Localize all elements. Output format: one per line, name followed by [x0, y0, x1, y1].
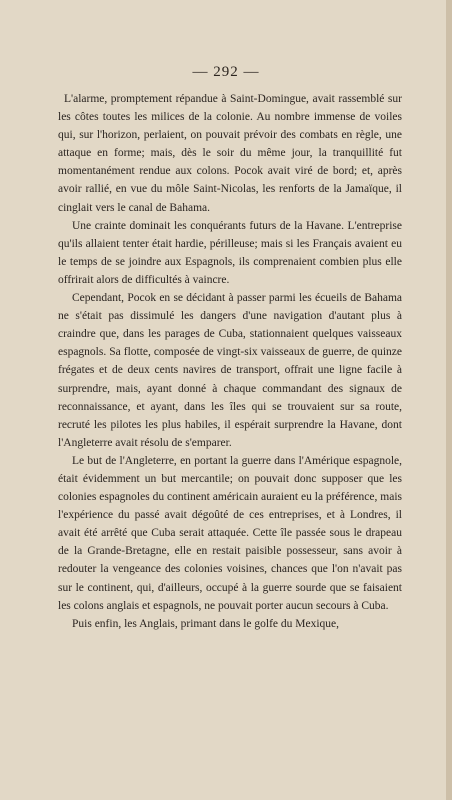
paragraph-3: Cependant, Pocok en se décidant à passer parmi les écueils de Bahama ne s'était pas dissimulé les dangers d'une navigation d'autant plus à craindre que, dans les parages de Cuba, stationnaient quelques vaisseaux espagnols. Sa flotte, composée de vingt-six vaisseaux de guerre, de quinze frégates et de deux cents navires de transport, offrait une ligne facile à surprendre, mais, ayant donné à chaque commandant des signaux de reconnaissance, et ayant, dans les îles qui se trouvaient sur sa route, recruté les pilotes les plus habiles, il espérait surprendre la Havane, dont l'Angleterre avait résolu de s'emparer.	[58, 292, 402, 449]
body-text	[58, 90, 402, 633]
paragraph-5: Puis enfin, les Anglais, primant dans le golfe du Mexique,	[72, 617, 340, 630]
paragraph-1: L'alarme, promptement répandue à Saint-Domingue, avait rassemblé sur les côtes toutes les milices de la colonie. Au nombre immense de voiles qui, sur l'horizon, perlaient, on pouvait prévoir des combats en règle, une attaque en forme; mais, dès le soir du même jour, la tranquillité fut momentanément rendue aux colons. Pocok avait viré de bord; et, après avoir rallié, en vue du môle Saint-Nicolas, les renforts de la Jamaïque, il cinglait vers le canal de Bahama.	[58, 93, 402, 214]
paragraph-2: Une crainte dominait les conquérants futurs de la Havane. L'entreprise qu'ils allaient tenter était hardie, périlleuse; mais si les Français avaient eu le temps de se joindre aux Espagnols, ils comprenaient combien plus elle offrirait alors de difficultés à vaincre.	[58, 219, 402, 286]
paragraph-4: Le but de l'Angleterre, en portant la guerre dans l'Amérique espagnole, était évidemment un but mercantile; on pouvait donc supposer que les colonies espagnoles du continent américain auraient eu la préférence, mais l'expérience du passé avait dégoûté de ces entreprises, et à Londres, il avait été arrêté que Cuba serait attaquée. Cette île passée sous le drapeau de la Grande-Bretagne, elle en restait paisible possesseur, sans avoir à redouter la vengeance des colonies voisines, chances que l'on n'avait pas sur le continent, qui, d'ailleurs, occupé à la guerre sourde que se faisaient les colons anglais et espagnols, ne pouvait porter aucun secours à Cuba.	[58, 454, 402, 612]
page-number: — 292 —	[192, 64, 260, 80]
